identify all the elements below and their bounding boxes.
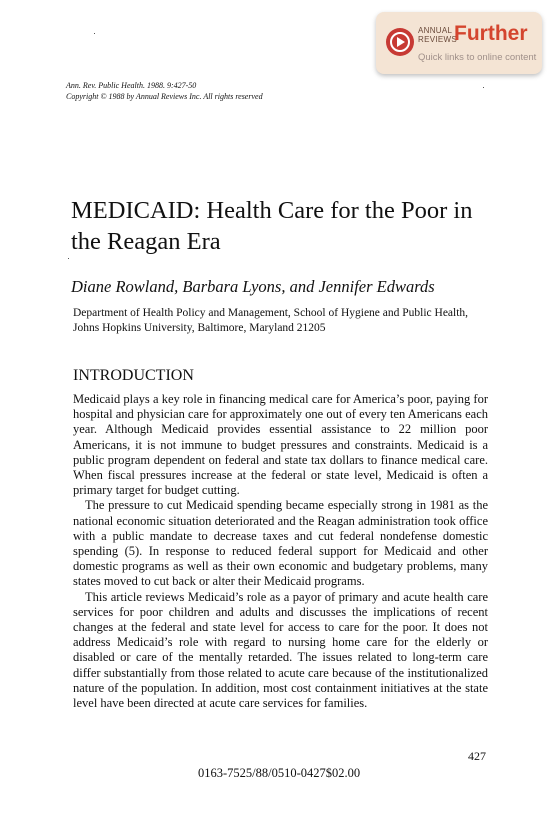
affiliation [73, 306, 493, 336]
paragraph: The pressure to cut Medicaid spending became especially strong in 1981 as the national economic situation deteriorated and the Reagan administration took office with a public mandate to decrease taxes and cut federal nondefense domestic spending (5). In response to reduced federal support for Medicaid and other domestic programs as well as their own economic and budgetary problems, many states moved to cut back or alter their Medicaid programs. [73, 498, 488, 589]
scan-speck [68, 258, 69, 259]
paragraph: This article reviews Medicaid’s role as a payor of primary and acute health care services for poor children and adults and discusses the implications of recent changes at the federal and state level for access to care for the poor. It does not address Medicaid’s role with regard to nursing home care for the elderly or disabled or care of the mentally retarded. The issues related to long-term care differ substantially from those related to acute care because of the institutionalized nature of the population. In addition, most cost containment initiatives at the state level have been directed at acute care services for families. [73, 589, 488, 711]
play-arrow-icon [386, 28, 414, 56]
page-number: 427 [468, 749, 486, 763]
footer-code: 0163-7525/88/0510-0427$02.00 [198, 766, 361, 780]
article-body [73, 392, 488, 711]
citation-line-1: Ann. Rev. Public Health. 1988. 9:427-50 [66, 81, 197, 90]
authors: Diane Rowland, Barbara Lyons, and Jennifer Edwards [71, 277, 435, 296]
scan-speck [94, 33, 95, 34]
annual-reviews-further-badge[interactable] [376, 12, 542, 74]
section-heading: INTRODUCTION [73, 367, 194, 384]
paragraph: Medicaid plays a key role in financing medical care for America’s poor, paying for hospital and physician care for approximately one out of every ten Americans each year. Although Medicaid provides essential assistance to 22 million poor Americans, it is not immune to budget pressures and constraints. Medicaid is a public program dependent on federal and state tax dollars to finance medical care. When fiscal pressures increase at the federal or state level, Medicaid is often a primary target for budget cutting. [73, 392, 488, 498]
citation-line-2: Copyright © 1988 by Annual Reviews Inc. All rights reserved [66, 91, 263, 101]
journal-citation [66, 81, 263, 102]
quick-links-tagline: Quick links to online content [418, 52, 537, 63]
annual-reviews-label: ANNUAL REVIEWS [418, 26, 457, 44]
affiliation-line-2: Johns Hopkins University, Baltimore, Maryland 21205 [73, 322, 326, 334]
further-brand: Further [454, 22, 528, 45]
affiliation-line-1: Department of Health Policy and Management, School of Hygiene and Public Health, [73, 307, 469, 319]
scan-speck [483, 87, 484, 88]
article-title: MEDICAID: Health Care for the Poor in the Reagan Era [71, 197, 473, 255]
